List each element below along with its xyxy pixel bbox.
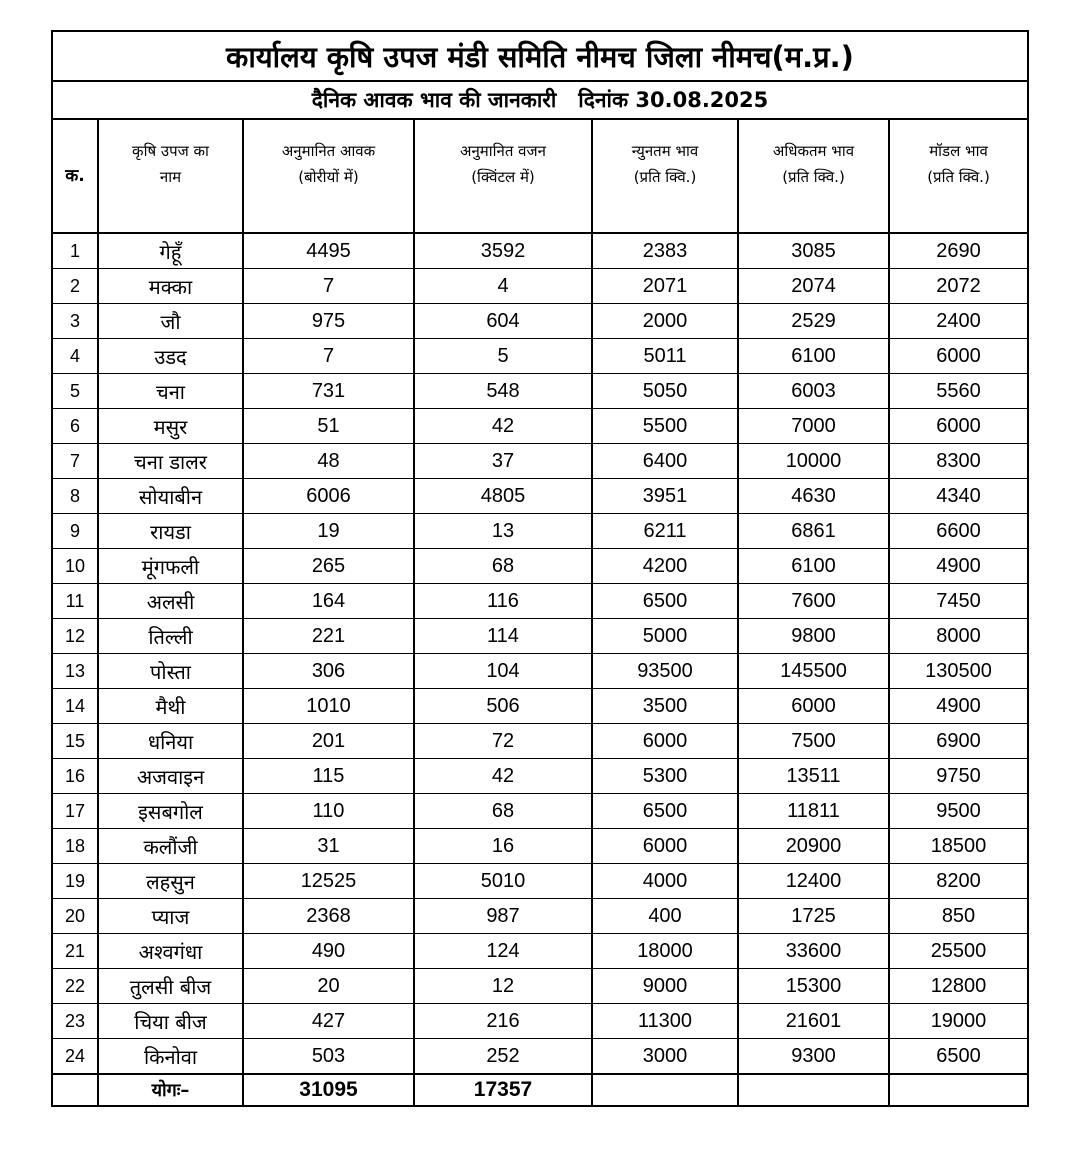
header-modal-line1: मॉडल भाव	[929, 142, 988, 160]
max-price-cell: 21601	[738, 1004, 889, 1039]
weight-cell: 68	[414, 794, 592, 829]
serial-number-cell: 24	[52, 1039, 98, 1075]
table-row	[52, 374, 1028, 409]
max-price-cell: 6000	[738, 689, 889, 724]
serial-number-cell: 13	[52, 654, 98, 689]
weight-cell: 506	[414, 689, 592, 724]
weight-cell: 124	[414, 934, 592, 969]
min-price-cell: 3000	[592, 1039, 738, 1075]
serial-number-cell: 5	[52, 374, 98, 409]
min-price-cell: 2000	[592, 304, 738, 339]
modal-price-cell: 6900	[889, 724, 1028, 759]
header-max-price	[738, 119, 889, 233]
weight-cell: 116	[414, 584, 592, 619]
serial-number-cell: 8	[52, 479, 98, 514]
weight-cell: 16	[414, 829, 592, 864]
serial-number-cell: 6	[52, 409, 98, 444]
modal-price-cell: 9500	[889, 794, 1028, 829]
arrival-cell: 1010	[243, 689, 414, 724]
arrival-cell: 731	[243, 374, 414, 409]
arrival-cell: 201	[243, 724, 414, 759]
header-arrival-line1: अनुमानित आवक	[281, 142, 376, 160]
arrival-cell: 110	[243, 794, 414, 829]
modal-price-cell: 25500	[889, 934, 1028, 969]
min-price-cell: 6000	[592, 829, 738, 864]
serial-number-cell: 11	[52, 584, 98, 619]
min-price-cell: 9000	[592, 969, 738, 1004]
arrival-cell: 2368	[243, 899, 414, 934]
arrival-cell: 48	[243, 444, 414, 479]
arrival-cell: 265	[243, 549, 414, 584]
table-row	[52, 514, 1028, 549]
serial-number-cell: 18	[52, 829, 98, 864]
weight-cell: 4	[414, 269, 592, 304]
table-row	[52, 689, 1028, 724]
weight-cell: 548	[414, 374, 592, 409]
table-row	[52, 899, 1028, 934]
table-row	[52, 969, 1028, 1004]
modal-price-cell: 19000	[889, 1004, 1028, 1039]
crop-name-cell: मक्का	[98, 269, 243, 304]
table-row	[52, 339, 1028, 374]
weight-cell: 5010	[414, 864, 592, 899]
modal-price-cell: 18500	[889, 829, 1028, 864]
weight-cell: 104	[414, 654, 592, 689]
crop-name-cell: इसबगोल	[98, 794, 243, 829]
min-price-cell: 5050	[592, 374, 738, 409]
table-body	[52, 233, 1028, 1074]
table-row	[52, 654, 1028, 689]
total-arrival: 31095	[243, 1074, 414, 1106]
table-row	[52, 549, 1028, 584]
crop-name-cell: मूंगफली	[98, 549, 243, 584]
arrival-cell: 51	[243, 409, 414, 444]
serial-number-cell: 2	[52, 269, 98, 304]
header-modal-price	[889, 119, 1028, 233]
crop-name-cell: अलसी	[98, 584, 243, 619]
min-price-cell: 3951	[592, 479, 738, 514]
table-row	[52, 724, 1028, 759]
arrival-cell: 20	[243, 969, 414, 1004]
header-arrival-line2: (बोरीयों में)	[298, 168, 359, 186]
crop-name-cell: जौ	[98, 304, 243, 339]
weight-cell: 5	[414, 339, 592, 374]
weight-cell: 72	[414, 724, 592, 759]
max-price-cell: 6100	[738, 549, 889, 584]
table-row	[52, 1039, 1028, 1075]
crop-name-cell: पोस्ता	[98, 654, 243, 689]
max-price-cell: 6003	[738, 374, 889, 409]
header-crop-line1: कृषि उपज का	[132, 142, 209, 160]
table-row	[52, 444, 1028, 479]
weight-cell: 4805	[414, 479, 592, 514]
table-row	[52, 269, 1028, 304]
crop-name-cell: तुलसी बीज	[98, 969, 243, 1004]
max-price-cell: 6861	[738, 514, 889, 549]
serial-number-cell: 4	[52, 339, 98, 374]
crop-name-cell: मसुर	[98, 409, 243, 444]
min-price-cell: 6400	[592, 444, 738, 479]
arrival-cell: 975	[243, 304, 414, 339]
modal-price-cell: 2072	[889, 269, 1028, 304]
header-weight-line2: (क्विंटल में)	[471, 168, 535, 186]
serial-number-cell: 10	[52, 549, 98, 584]
modal-price-cell: 850	[889, 899, 1028, 934]
max-price-cell: 15300	[738, 969, 889, 1004]
header-crop-name	[98, 119, 243, 233]
max-price-cell: 20900	[738, 829, 889, 864]
serial-number-cell: 12	[52, 619, 98, 654]
min-price-cell: 2383	[592, 233, 738, 269]
modal-price-cell: 2690	[889, 233, 1028, 269]
crop-name-cell: रायडा	[98, 514, 243, 549]
modal-price-cell: 4900	[889, 689, 1028, 724]
header-min-price	[592, 119, 738, 233]
table-row	[52, 233, 1028, 269]
table-row	[52, 934, 1028, 969]
table-row	[52, 1004, 1028, 1039]
crop-name-cell: चना डालर	[98, 444, 243, 479]
modal-price-cell: 6000	[889, 409, 1028, 444]
arrival-cell: 31	[243, 829, 414, 864]
total-empty-max	[738, 1074, 889, 1106]
header-row	[52, 119, 1028, 233]
modal-price-cell: 8000	[889, 619, 1028, 654]
min-price-cell: 2071	[592, 269, 738, 304]
max-price-cell: 3085	[738, 233, 889, 269]
serial-number-cell: 23	[52, 1004, 98, 1039]
weight-cell: 252	[414, 1039, 592, 1075]
weight-cell: 604	[414, 304, 592, 339]
max-price-cell: 13511	[738, 759, 889, 794]
min-price-cell: 5000	[592, 619, 738, 654]
serial-number-cell: 14	[52, 689, 98, 724]
table-row	[52, 584, 1028, 619]
max-price-cell: 6100	[738, 339, 889, 374]
header-arrival	[243, 119, 414, 233]
crop-name-cell: अजवाइन	[98, 759, 243, 794]
weight-cell: 12	[414, 969, 592, 1004]
table-row	[52, 759, 1028, 794]
crop-name-cell: प्याज	[98, 899, 243, 934]
modal-price-cell: 6600	[889, 514, 1028, 549]
crop-name-cell: सोयाबीन	[98, 479, 243, 514]
crop-name-cell: किनोवा	[98, 1039, 243, 1075]
modal-price-cell: 4900	[889, 549, 1028, 584]
arrival-cell: 12525	[243, 864, 414, 899]
arrival-cell: 115	[243, 759, 414, 794]
weight-cell: 3592	[414, 233, 592, 269]
arrival-cell: 490	[243, 934, 414, 969]
crop-name-cell: चना	[98, 374, 243, 409]
crop-name-cell: मैथी	[98, 689, 243, 724]
weight-cell: 37	[414, 444, 592, 479]
min-price-cell: 3500	[592, 689, 738, 724]
max-price-cell: 7600	[738, 584, 889, 619]
serial-number-cell: 22	[52, 969, 98, 1004]
crop-name-cell: कलौंजी	[98, 829, 243, 864]
min-price-cell: 5011	[592, 339, 738, 374]
min-price-cell: 18000	[592, 934, 738, 969]
weight-cell: 68	[414, 549, 592, 584]
arrival-cell: 19	[243, 514, 414, 549]
modal-price-cell: 9750	[889, 759, 1028, 794]
min-price-cell: 6211	[592, 514, 738, 549]
weight-cell: 987	[414, 899, 592, 934]
document-subtitle: दैनिक आवक भाव की जानकारी दिनांक 30.08.2025	[52, 81, 1028, 119]
total-weight: 17357	[414, 1074, 592, 1106]
table-row	[52, 479, 1028, 514]
serial-number-cell: 20	[52, 899, 98, 934]
min-price-cell: 5300	[592, 759, 738, 794]
arrival-cell: 221	[243, 619, 414, 654]
weight-cell: 42	[414, 759, 592, 794]
max-price-cell: 7500	[738, 724, 889, 759]
arrival-cell: 427	[243, 1004, 414, 1039]
min-price-cell: 4000	[592, 864, 738, 899]
modal-price-cell: 8300	[889, 444, 1028, 479]
serial-number-cell: 1	[52, 233, 98, 269]
min-price-cell: 6500	[592, 794, 738, 829]
header-modal-line2: (प्रति क्वि.)	[927, 168, 990, 186]
total-empty-modal	[889, 1074, 1028, 1106]
header-max-line2: (प्रति क्वि.)	[782, 168, 845, 186]
max-price-cell: 12400	[738, 864, 889, 899]
serial-number-cell: 17	[52, 794, 98, 829]
crop-name-cell: चिया बीज	[98, 1004, 243, 1039]
header-weight	[414, 119, 592, 233]
crop-name-cell: गेहूँ	[98, 233, 243, 269]
serial-number-cell: 21	[52, 934, 98, 969]
document-title: कार्यालय कृषि उपज मंडी समिति नीमच जिला नीमच(म.प्र.)	[52, 31, 1028, 81]
crop-name-cell: अश्वगंधा	[98, 934, 243, 969]
min-price-cell: 5500	[592, 409, 738, 444]
max-price-cell: 4630	[738, 479, 889, 514]
min-price-cell: 6500	[592, 584, 738, 619]
serial-number-cell: 3	[52, 304, 98, 339]
arrival-cell: 306	[243, 654, 414, 689]
max-price-cell: 10000	[738, 444, 889, 479]
table-row	[52, 794, 1028, 829]
arrival-cell: 4495	[243, 233, 414, 269]
weight-cell: 13	[414, 514, 592, 549]
min-price-cell: 4200	[592, 549, 738, 584]
arrival-cell: 7	[243, 339, 414, 374]
arrival-cell: 503	[243, 1039, 414, 1075]
modal-price-cell: 7450	[889, 584, 1028, 619]
crop-name-cell: धनिया	[98, 724, 243, 759]
serial-number-cell: 15	[52, 724, 98, 759]
arrival-cell: 164	[243, 584, 414, 619]
min-price-cell: 11300	[592, 1004, 738, 1039]
max-price-cell: 9300	[738, 1039, 889, 1075]
weight-cell: 114	[414, 619, 592, 654]
price-table	[51, 30, 1029, 1107]
arrival-cell: 6006	[243, 479, 414, 514]
table-row	[52, 864, 1028, 899]
modal-price-cell: 2400	[889, 304, 1028, 339]
max-price-cell: 9800	[738, 619, 889, 654]
arrival-cell: 7	[243, 269, 414, 304]
modal-price-cell: 4340	[889, 479, 1028, 514]
table-row	[52, 304, 1028, 339]
modal-price-cell: 12800	[889, 969, 1028, 1004]
total-label: योगः–	[98, 1074, 243, 1106]
header-crop-line2: नाम	[159, 168, 182, 186]
total-row	[52, 1074, 1028, 1106]
max-price-cell: 2074	[738, 269, 889, 304]
max-price-cell: 145500	[738, 654, 889, 689]
crop-name-cell: तिल्ली	[98, 619, 243, 654]
min-price-cell: 400	[592, 899, 738, 934]
modal-price-cell: 6500	[889, 1039, 1028, 1075]
modal-price-cell: 6000	[889, 339, 1028, 374]
serial-number-cell: 16	[52, 759, 98, 794]
max-price-cell: 2529	[738, 304, 889, 339]
header-min-line1: न्युनतम भाव	[631, 142, 699, 160]
table-row	[52, 409, 1028, 444]
serial-number-cell: 19	[52, 864, 98, 899]
crop-name-cell: उडद	[98, 339, 243, 374]
modal-price-cell: 130500	[889, 654, 1028, 689]
max-price-cell: 1725	[738, 899, 889, 934]
modal-price-cell: 5560	[889, 374, 1028, 409]
weight-cell: 42	[414, 409, 592, 444]
serial-number-cell: 9	[52, 514, 98, 549]
price-report-sheet	[51, 30, 1027, 1107]
header-max-line1: अधिकतम भाव	[772, 142, 855, 160]
header-min-line2: (प्रति क्वि.)	[633, 168, 697, 186]
min-price-cell: 93500	[592, 654, 738, 689]
header-serial-number: क.	[52, 119, 98, 233]
total-empty-min	[592, 1074, 738, 1106]
header-weight-line1: अनुमानित वजन	[460, 142, 546, 160]
total-empty-cell	[52, 1074, 98, 1106]
min-price-cell: 6000	[592, 724, 738, 759]
max-price-cell: 11811	[738, 794, 889, 829]
modal-price-cell: 8200	[889, 864, 1028, 899]
max-price-cell: 7000	[738, 409, 889, 444]
weight-cell: 216	[414, 1004, 592, 1039]
crop-name-cell: लहसुन	[98, 864, 243, 899]
max-price-cell: 33600	[738, 934, 889, 969]
serial-number-cell: 7	[52, 444, 98, 479]
table-row	[52, 619, 1028, 654]
table-row	[52, 829, 1028, 864]
